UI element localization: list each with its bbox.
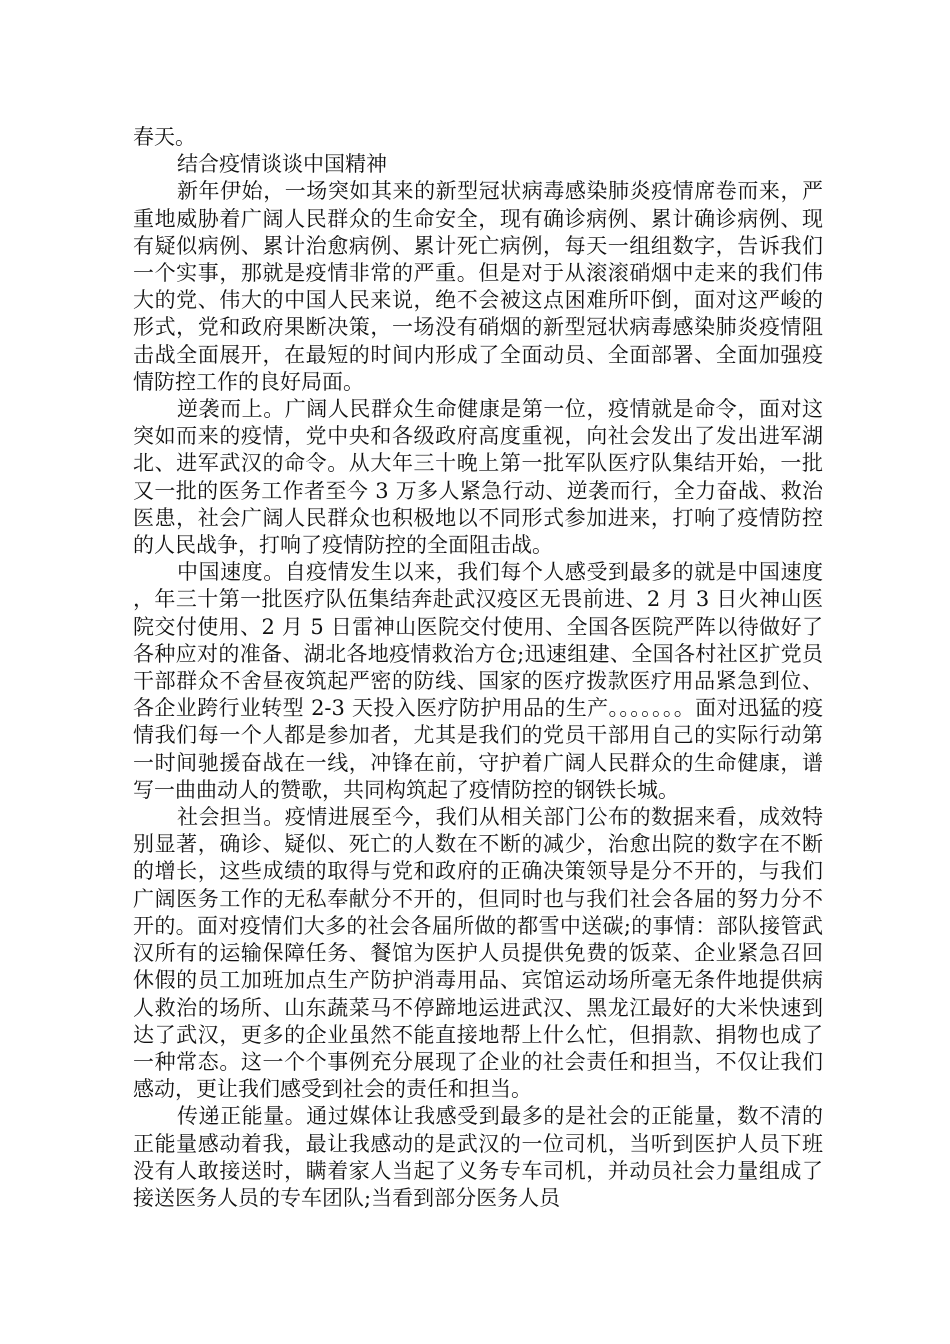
paragraph-social-responsibility: 社会担当。疫情进展至今，我们从相关部门公布的数据来看，成效特别显著，确诊、疑似、死亡的人数在不断的减少，治愈出院的数字在不断的增长，这些成绩的取得与党和政府的正确决策领导是分不开的，与我们广阔医务工作的无私奉献分不开的，但同时也与我们社会各届的努力分不开的。面对疫情们大多的社会各届所做的都雪中送碳;的事情：部队接管武汉所有的运输保障任务、餐馆为医护人员提供免费的饭菜、企业紧急召回休假的员工加班加点生产防护消毒用品、宾馆运动场所毫无条件地提供病人救治的场所、山东蔬菜马不停蹄地运进武汉、黑龙江最好的大米快速到达了武汉，更多的企业虽然不能直接地帮上什么忙，但捐款、捐物也成了一种常态。这一个个事例充分展现了企业的社会责任和担当，不仅让我们感动，更让我们感受到社会的责任和担当。 [133,805,823,1102]
paragraph-intro: 新年伊始，一场突如其来的新型冠状病毒感染肺炎疫情席卷而来，严重地威胁着广阔人民群众的生命安全，现有确诊病例、累计确诊病例、现有疑似病例、累计治愈病例、累计死亡病例，每天一组组数字，告诉我们一个实事，那就是疫情非常的严重。但是对于从滚滚硝烟中走来的我们伟大的党、伟大的中国人民来说，绝不会被这点困难所吓倒，面对这严峻的形式，党和政府果断决策，一场没有硝烟的新型冠状病毒感染肺炎疫情阻击战全面展开，在最短的时间内形成了全面动员、全面部署、全面加强疫情防控工作的良好局面。 [133,179,823,394]
paragraph-counterattack: 逆袭而上。广阔人民群众生命健康是第一位，疫情就是命令，面对这突如而来的疫情，党中央和各级政府高度重视，向社会发出了发出进军湖北、进军武汉的命令。从大年三十晚上第一批军队医疗队集结开始，一批又一批的医务工作者至今 3 万多人紧急行动、逆袭而行，全力奋战、救治医患，社会广阔人民群众也积极地以不同形式参加进来，打响了疫情防控的人民战争，打响了疫情防控的全面阻击战。 [133,397,823,558]
document-body [133,124,823,1212]
paragraph-china-speed: 中国速度。自疫情发生以来，我们每个人感受到最多的就是中国速度，年三十第一批医疗队伍集结奔赴武汉疫区无畏前进、2 月 3 日火神山医院交付使用、2 月 5 日雷神山医院交付使用、全国各医院严阵以待做好了各种应对的准备、湖北各地疫情救治方仓;迅速组建、全国各村社区扩党员干部群众不舍昼夜筑起严密的防线、国家的医疗拨款医疗用品紧急到位、各企业跨行业转型 2-3 天投入医疗防护用品的生产。。。。。。。面对迅猛的疫情我们每一个人都是参加者，尤其是我们的党员干部用自己的实际行动第一时间驰援奋战在一线，冲锋在前，守护着广阔人民群众的生命健康，谱写一曲曲动人的赞歌，共同构筑起了疫情防控的钢铁长城。 [133,560,823,802]
paragraph-positive-energy: 传递正能量。通过媒体让我感受到最多的是社会的正能量，数不清的正能量感动着我，最让我感动的是武汉的一位司机，当听到医护人员下班没有人敢接送时，瞒着家人当起了义务专车司机，并动员社会力量组成了接送医务人员的专车团队;当看到部分医务人员 [133,1104,823,1210]
opening-fragment: 春天。 [133,125,196,149]
document-heading: 结合疫情谈谈中国精神 [177,152,387,177]
